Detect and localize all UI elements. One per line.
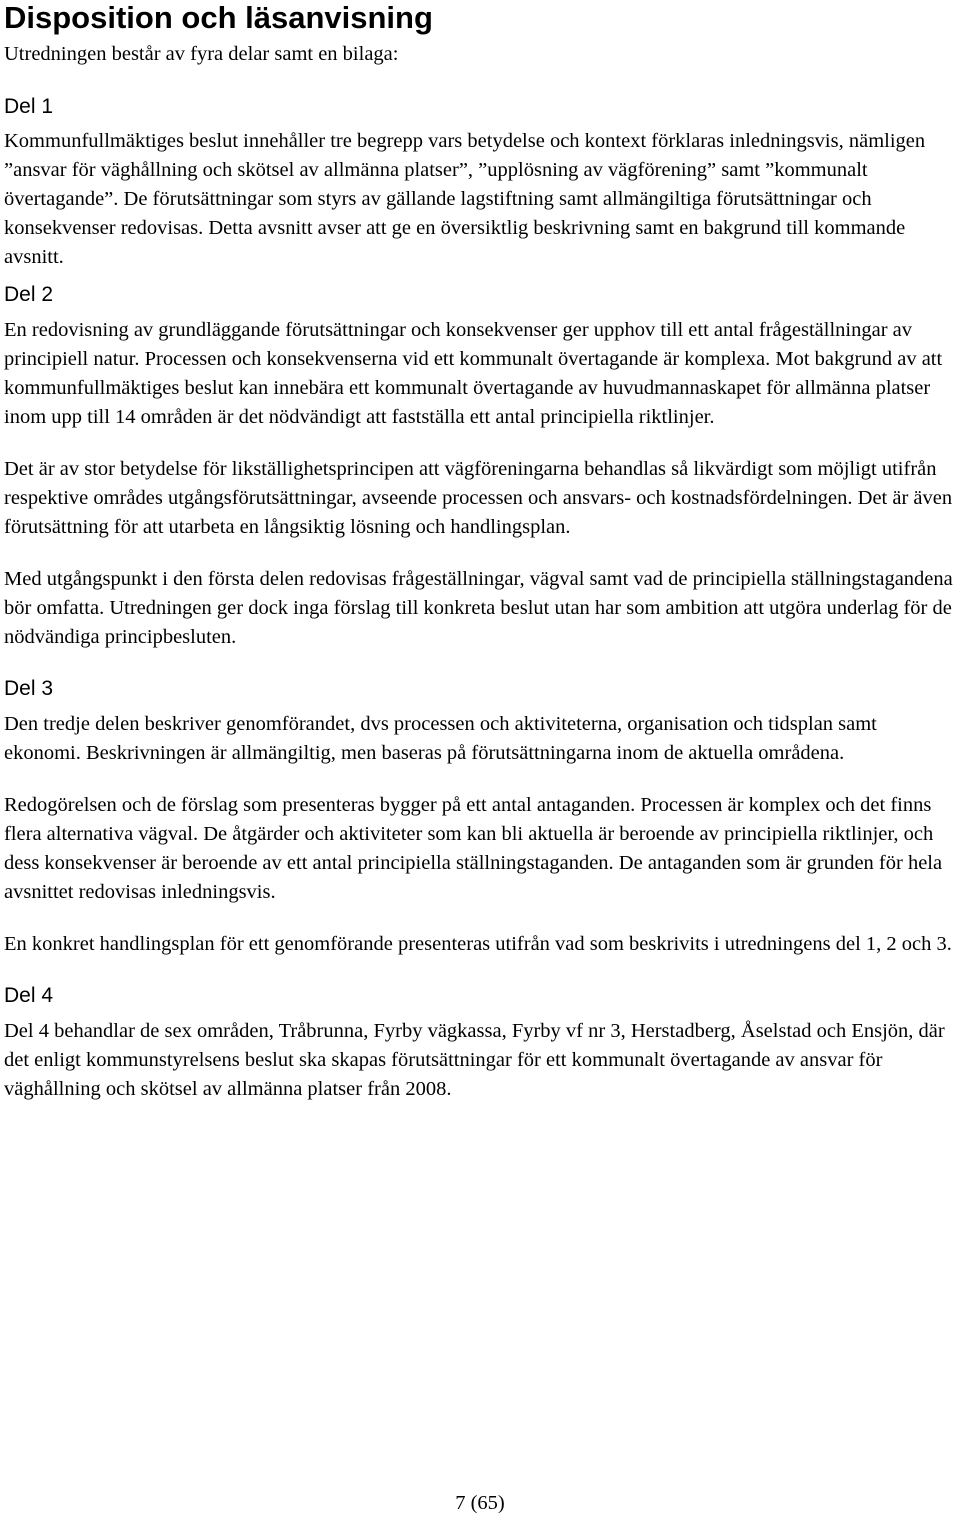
- page-number: 7 (65): [455, 1492, 505, 1514]
- section-heading: Del 3: [4, 677, 54, 700]
- section-del-4: [4, 983, 956, 1104]
- section-heading: Del 1: [4, 95, 54, 118]
- section-paragraph: Det är av stor betydelse för likställighetsprincipen att vägföreningarna behandlas så likvärdigt som möjligt utifrån respektive områdes utgångsförutsättningar, avseende processen och ansvars- och kostnadsfördelningen. Det är även förutsättning för att utarbeta en långsiktig lösning och handlingsplan.: [4, 458, 953, 538]
- section-paragraph: Del 4 behandlar de sex områden, Tråbrunna, Fyrby vägkassa, Fyrby vf nr 3, Herstadberg, Åselstad och Ensjön, där det enligt kommunstyrelsens beslut ska skapas förutsättningar för ett kommunalt övertagande av ansvar för väghållning och skötsel av allmänna platser från 2008.: [4, 1020, 945, 1100]
- section-del-1: [4, 94, 956, 272]
- intro-text: Utredningen består av fyra delar samt en bilaga:: [4, 43, 399, 65]
- section-paragraph: Den tredje delen beskriver genomförandet, dvs processen och aktiviteterna, organisation och tidsplan samt ekonomi. Beskrivningen är allmängiltig, men baseras på förutsättningarna inom de aktuella områdena.: [4, 713, 877, 764]
- section-heading: Del 2: [4, 283, 54, 306]
- section-del-2: [4, 282, 956, 652]
- section-paragraph: Redogörelsen och de förslag som presenteras bygger på ett antal antaganden. Processen är komplex och det finns flera alternativa vägval. De åtgärder och aktiviteter som kan bli aktuella är beroende av principiella riktlinjer, och dess konsekvenser är beroende av ett antal principiella ställningstaganden. De antaganden som är grunden för hela avsnittet redovisas inledningsvis.: [4, 794, 943, 903]
- page-title: Disposition och läsanvisning: [4, 0, 433, 35]
- section-paragraph: Med utgångspunkt i den första delen redovisas frågeställningar, vägval samt vad de principiella ställningstagandena bör omfatta. Utredningen ger dock inga förslag till konkreta beslut utan har som ambition att utgöra underlag för de nödvändiga principbesluten.: [4, 568, 953, 648]
- section-paragraph: En redovisning av grundläggande förutsättningar och konsekvenser ger upphov till ett antal frågeställningar av principiell natur. Processen och konsekvenserna vid ett kommunalt övertagande är komplexa. Mot bakgrund av att kommunfullmäktiges beslut kan innebära ett kommunalt övertagande av huvudmannaskapet för allmänna platser inom upp till 14 områden är det nödvändigt att fastställa ett antal principiella riktlinjer.: [4, 319, 943, 428]
- document-page: [4, 0, 956, 1104]
- section-paragraph: Kommunfullmäktiges beslut innehåller tre begrepp vars betydelse och kontext förklaras inledningsvis, nämligen ”ansvar för väghållning och skötsel av allmänna platser”, ”upplösning av vägförening” samt ”kommunalt övertagande”. De förutsättningar som styrs av gällande lagstiftning samt allmängiltiga förutsättningar och konsekvenser redovisas. Detta avsnitt avser att ge en översiktlig beskrivning samt en bakgrund till kommande avsnitt.: [4, 130, 926, 268]
- section-heading: Del 4: [4, 984, 54, 1007]
- section-paragraph: En konkret handlingsplan för ett genomförande presenteras utifrån vad som beskrivits i utredningens del 1, 2 och 3.: [4, 933, 952, 955]
- section-del-3: [4, 676, 956, 959]
